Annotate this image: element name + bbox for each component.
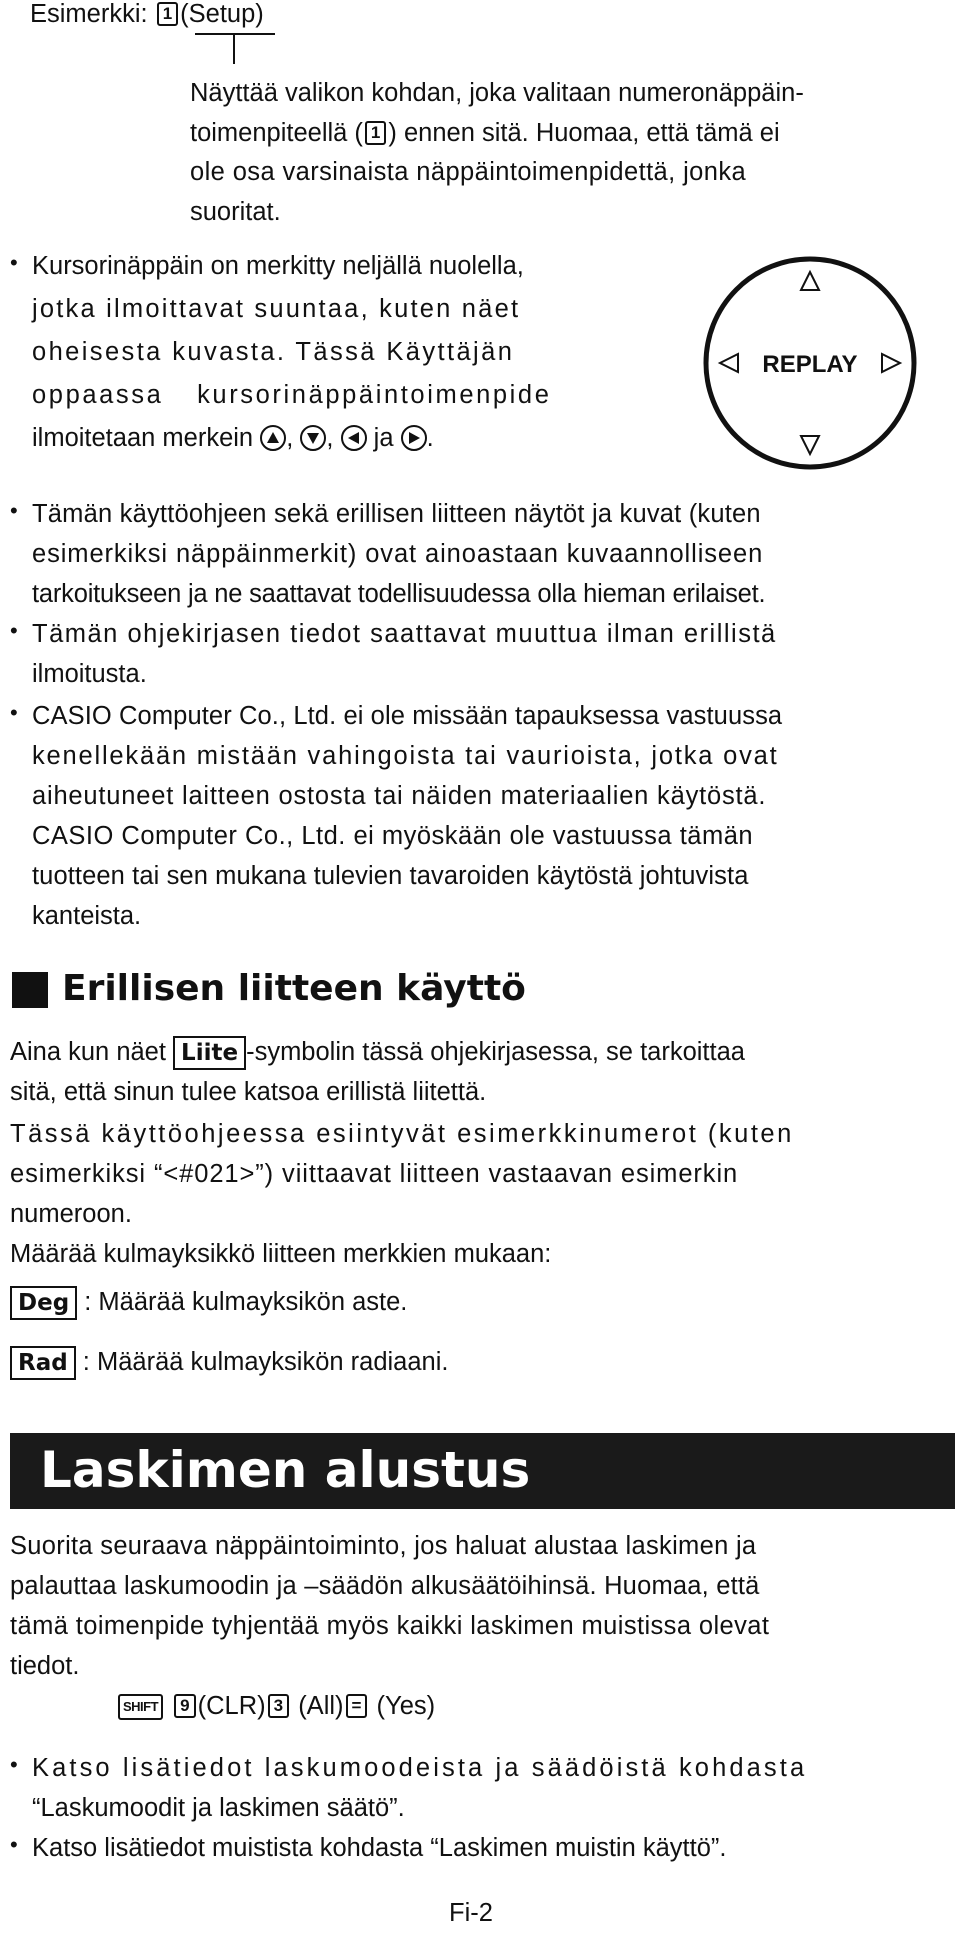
appendix-p1 [10,1032,745,1072]
note3-line2: kenellekään mistään vahingoista tai vaurioista, jotka ovat [32,742,779,770]
liite-symbol: Liite [173,1036,246,1070]
appendix-p6: Määrää kulmayksikkö liitteen merkkien mukaan: [10,1240,552,1268]
heading-square-icon [12,972,48,1008]
example-line [30,0,264,34]
ja-word: ja [373,424,394,452]
example-desc-1: Näyttää valikon kohdan, joka valitaan numeronäppäin- [190,79,804,107]
key-1-inline: 1 [365,121,386,145]
reset-p1: Suorita seuraava näppäintoiminto, jos haluat alustaa laskimen ja [10,1532,757,1560]
example-label: Esimerkki: [30,0,148,28]
cursor-line-4: oppaassa kursorinäppäintoimenpide [32,381,552,409]
replay-label: REPLAY [762,351,858,378]
down-arrow-key-icon [300,425,326,451]
period: . [426,424,434,452]
example-desc-2 [190,113,780,153]
all-text: (All) [298,1692,344,1720]
right-arrow-key-icon [401,425,427,451]
reset-p4: tiedot. [10,1652,80,1680]
rad-text: : Määrää kulmayksikön radiaani. [82,1348,449,1376]
appendix-p1a: Aina kun näet [10,1038,166,1066]
yes-text: (Yes) [376,1692,436,1720]
left-arrow-key-icon [341,425,367,451]
note3-line1: CASIO Computer Co., Ltd. ei ole missään tapauksessa vastuussa [32,702,783,730]
reset-b1-line2: “Laskumoodit ja laskimen säätö”. [32,1794,405,1822]
deg-text: : Määrää kulmayksikön aste. [84,1288,408,1316]
example-desc-3: ole osa varsinaista näppäintoimenpidettä, jonka [190,158,747,186]
note1-line3: tarkoitukseen ja ne saattavat todellisuudessa olla hieman erilaiset. [32,580,766,608]
rad-symbol: Rad [10,1346,76,1380]
cursor-line-1: Kursorinäppäin on merkitty neljällä nuolella, [32,252,524,280]
appendix-p1b: -symbolin tässä ohjekirjasessa, se tarkoittaa [246,1038,745,1066]
bullet: • [10,498,18,523]
cursor-line-2: jotka ilmoittavat suuntaa, kuten näet [32,295,521,323]
note3-line6: kanteista. [32,902,142,930]
bullet: • [10,1832,18,1857]
key-1: 1 [157,2,178,26]
bullet: • [10,700,18,725]
shift-key: SHIFT [118,1694,163,1720]
rad-line [10,1342,448,1382]
reset-b1-line1: Katso lisätiedot laskumoodeista ja säädöistä kohdasta [32,1754,808,1782]
deg-symbol: Deg [10,1286,77,1320]
bullet: • [10,250,18,275]
appendix-p2: sitä, että sinun tulee katsoa erillistä liitettä. [10,1078,487,1106]
pointer-lines [190,30,290,70]
key-9: 9 [174,1694,195,1718]
reset-p3: tämä toimenpide tyhjentää myös kaikki laskimen muistissa olevat [10,1612,770,1640]
bullet: • [10,618,18,643]
note3-line5: tuotteen tai sen mukana tulevien tavaroiden käytöstä johtuvista [32,862,749,890]
reset-p2: palauttaa laskumoodin ja –säädön alkusäätöihinsä. Huomaa, että [10,1572,760,1600]
page-number: Fi-2 [449,1899,493,1927]
cursor-line-5 [32,418,434,458]
sep: , [326,424,334,452]
replay-cursor-diagram [700,250,920,475]
note1-line1: Tämän käyttöohjeen sekä erillisen liitteen näytöt ja kuvat (kuten [32,500,761,528]
example-desc-2a: toimenpiteellä ( [190,119,363,147]
example-setup: (Setup) [180,0,264,28]
equals-key: = [346,1694,368,1718]
reset-heading: Laskimen alustus [40,1441,531,1499]
appendix-p3: Tässä käyttöohjeessa esiintyvät esimerkkinumerot (kuten [10,1120,794,1148]
cursor-line-5a: ilmoitetaan merkein [32,424,254,452]
note3-line4: CASIO Computer Co., Ltd. ei myöskään ole vastuussa tämän [32,822,754,850]
example-desc-4: suoritat. [190,198,281,226]
deg-line [10,1282,407,1322]
note2-line2: ilmoitusta. [32,660,147,688]
example-desc-2b: ) ennen sitä. Huomaa, että tämä ei [388,119,780,147]
note3-line3: aiheutuneet laitteen ostosta tai näiden materiaalien käytöstä. [32,782,767,810]
note1-line2: esimerkiksi näppäinmerkit) ovat ainoastaan kuvaannolliseen [32,540,764,568]
reset-key-sequence [116,1686,435,1726]
cursor-line-3: oheisesta kuvasta. Tässä Käyttäjän [32,338,515,366]
bullet: • [10,1752,18,1777]
appendix-p5: numeroon. [10,1200,132,1228]
reset-banner [10,1433,955,1509]
key-3: 3 [268,1694,289,1718]
sep: , [286,424,294,452]
appendix-p4: esimerkiksi “<#021>”) viittaavat liitteen vastaavan esimerkin [10,1160,739,1188]
note2-line1: Tämän ohjekirjasen tiedot saattavat muuttua ilman erillistä [32,620,777,648]
clr-text: (CLR) [197,1692,266,1720]
up-arrow-key-icon [260,425,286,451]
reset-b2: Katso lisätiedot muistista kohdasta “Laskimen muistin käyttö”. [32,1834,727,1862]
appendix-heading: Erillisen liitteen käyttö [62,968,526,1009]
